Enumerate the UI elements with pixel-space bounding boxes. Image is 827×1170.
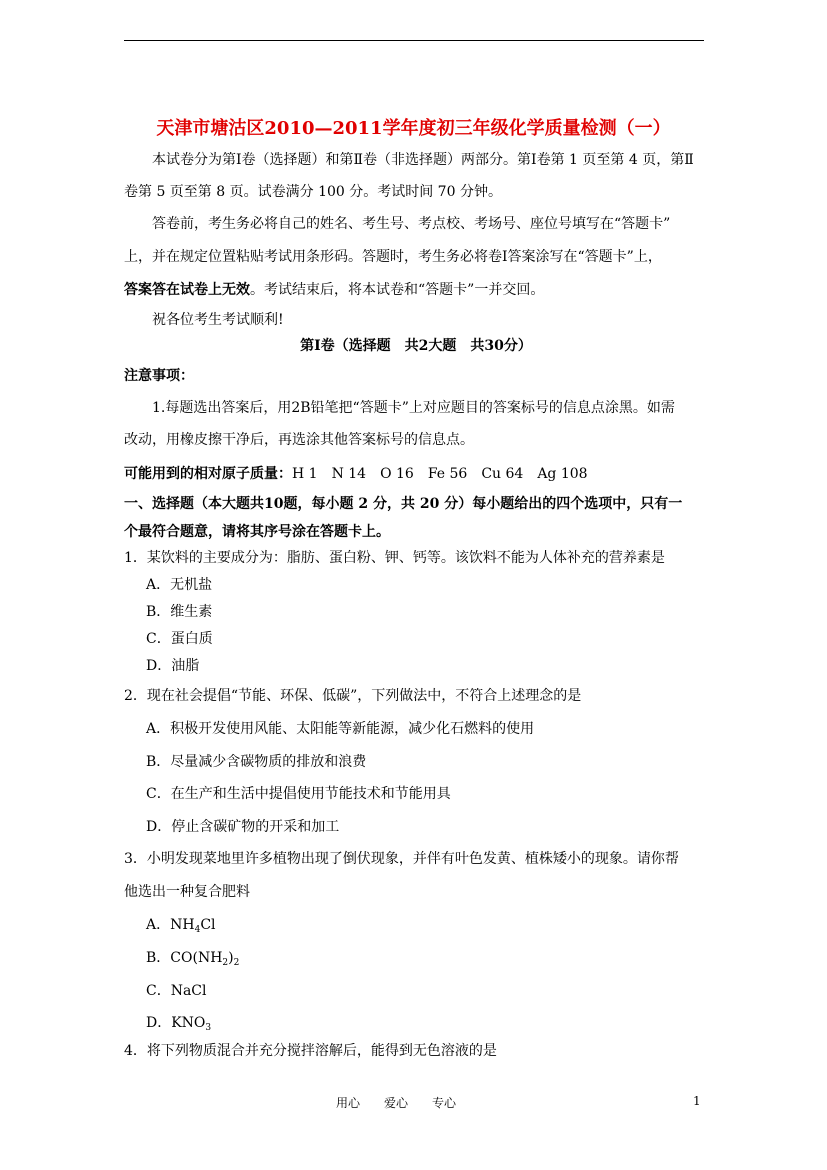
note-line: 1.每题选出答案后，用2B铅笔把“答题卡”上对应题目的答案标号的信息点涂黑。如需 (152, 400, 675, 416)
question-stem: 3．小明发现菜地里许多植物出现了倒伏现象，并伴有叶色发黄、植株矮小的现象。请你帮 (124, 851, 679, 867)
option: C．在生产和生活中提倡使用节能技术和节能用具 (146, 786, 451, 802)
option: B．维生素 (146, 604, 213, 620)
intro-line: 上，并在规定位置粘贴考试用条形码。答题时，考生务必将卷Ⅰ答案涂写在“答题卡”上， (124, 249, 662, 265)
intro-line: 卷第 5 页至第 8 页。试卷满分 100 分。考试时间 70 分钟。 (124, 184, 502, 200)
note-line: 改动，用橡皮擦干净后，再选涂其他答案标号的信息点。 (124, 432, 474, 448)
question-stem: 2．现在社会提倡“节能、环保、低碳”，下列做法中，不符合上述理念的是 (124, 688, 582, 704)
page-number: 1 (693, 1094, 701, 1108)
option: D．油脂 (146, 658, 200, 674)
option: B．$CO(NH_2)_2$ (146, 950, 240, 968)
page-title: 天津市塘沽区2010—2011学年度初三年级化学质量检测（一） (156, 118, 671, 139)
section-title: 第Ⅰ卷（选择题 共2大题 共30分） (300, 338, 532, 354)
footer-motto: 用心 爱心 专心 (336, 1096, 457, 1110)
option: A．无机盐 (146, 577, 213, 593)
option: C．NaCl (146, 983, 207, 999)
header-rule (124, 40, 704, 41)
intro-line (124, 282, 708, 298)
option: B．尽量减少含碳物质的排放和浪费 (146, 754, 367, 770)
part-heading: 一、选择题（本大题共10题，每小题 2 分，共 20 分）每小题给出的四个选项中，只有一 (124, 496, 683, 512)
intro-line: 祝各位考生考试顺利! (152, 312, 284, 328)
question-stem: 他选出一种复合肥料 (124, 884, 250, 900)
part-heading: 个最符合题意，请将其序号涂在答题卡上。 (124, 524, 390, 540)
atomic-mass-line (124, 466, 708, 482)
question-stem: 4．将下列物质混合并充分搅拌溶解后，能得到无色溶液的是 (124, 1043, 497, 1059)
intro-line: 答卷前，考生务必将自己的姓名、考生号、考点校、考场号、座位号填写在“答题卡” (152, 216, 671, 232)
notes-label: 注意事项： (124, 368, 194, 384)
option: D．停止含碳矿物的开采和加工 (146, 819, 340, 835)
bold-warning: 答案答在试卷上无效 (124, 282, 250, 298)
option: D．$KNO_3$ (146, 1015, 212, 1033)
intro-line: 本试卷分为第Ⅰ卷（选择题）和第Ⅱ卷（非选择题）两部分。第Ⅰ卷第 1 页至第 4 页，第Ⅱ (152, 152, 694, 168)
option: A．积极开发使用风能、太阳能等新能源，减少化石燃料的使用 (146, 721, 535, 737)
intro-text: 。考试结束后，将本试卷和“答题卡”一并交回。 (250, 282, 545, 298)
question-stem: 1．某饮料的主要成分为：脂肪、蛋白粉、钾、钙等。该饮料不能为人体补充的营养素是 (124, 550, 665, 566)
atomic-label: 可能用到的相对原子质量： (124, 466, 292, 482)
option: A．$NH_4Cl$ (146, 917, 216, 935)
atomic-values: H 1 N 14 O 16 Fe 56 Cu 64 Ag 108 (292, 466, 588, 482)
option: C．蛋白质 (146, 631, 213, 647)
